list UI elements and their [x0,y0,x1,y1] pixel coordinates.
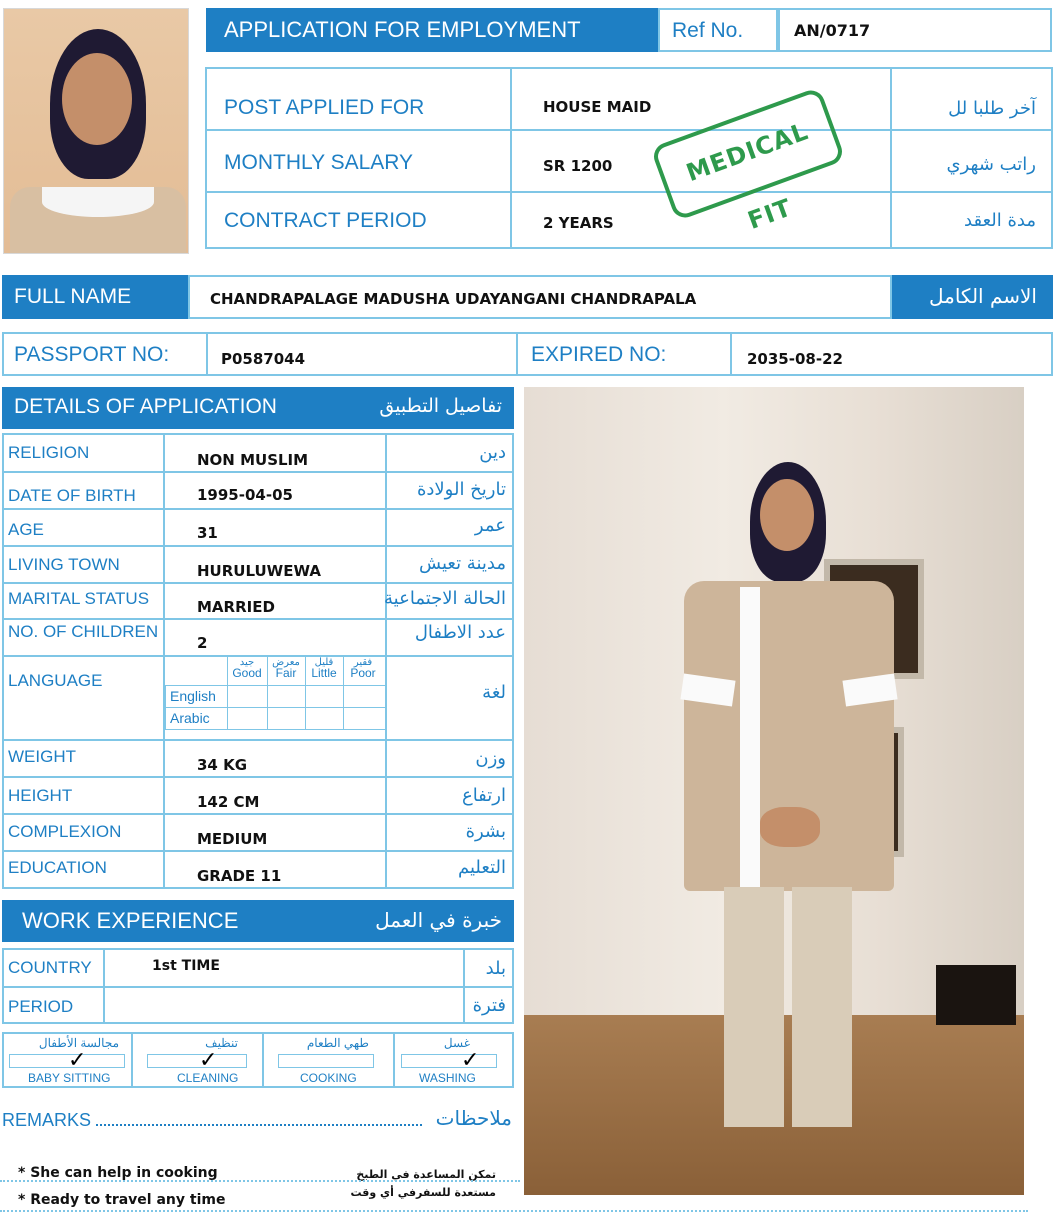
level-poor: فقير Poor [350,657,376,680]
applicant-full-body-photo [524,387,1024,1195]
full-name-value: CHANDRAPALAGE MADUSHA UDAYANGANI CHANDRAPALA [210,290,697,308]
level-fair: معرض Fair [272,657,300,680]
religion-arabic: دين [479,442,506,463]
religion-value: NON MUSLIM [197,451,309,469]
details-header [2,387,514,429]
living-town-arabic: مدينة تعيش [419,553,506,574]
full-name-arabic: الاسم الكامل [928,284,1037,308]
language-label: LANGUAGE [8,671,103,690]
passport-label: PASSPORT NO: [14,343,170,366]
height-label: HEIGHT [8,786,73,805]
remarks-label: REMARKS [2,1110,92,1130]
work-title: WORK EXPERIENCE [22,908,239,933]
country-arabic: بلد [485,958,506,979]
post-applied-label: POST APPLIED FOR [224,96,425,119]
children-arabic: عدد الاطفال [414,622,506,643]
work-header [2,900,514,942]
full-name-label-cell [2,275,188,319]
contract-period-arabic: مدة العقد [964,210,1036,231]
marital-status-value: MARRIED [197,598,275,616]
ref-label: Ref No. [672,19,744,42]
contract-period-label: CONTRACT PERIOD [224,209,427,232]
babysitting-check-icon: ✓ [68,1048,87,1073]
language-arabic-name: Arabic [170,710,210,726]
children-label: NO. OF CHILDREN [8,622,159,641]
education-value: GRADE 11 [197,867,282,885]
language-grid [165,657,385,739]
full-name-arabic-cell [892,275,1053,319]
medical-fit-stamp: MEDICAL FIT [650,87,846,222]
height-value: 142 CM [197,793,260,811]
contract-period-value: 2 YEARS [543,214,614,232]
language-english: English [170,688,216,704]
monthly-salary-label: MONTHLY SALARY [224,151,414,174]
ref-value-cell [778,8,1052,52]
weight-value: 34 KG [197,756,248,774]
expired-value: 2035-08-22 [747,350,843,368]
complexion-value: MEDIUM [197,830,268,848]
applicant-portrait-photo [3,8,189,254]
remarks-arabic: ملاحظات [435,1106,512,1130]
full-name-label: FULL NAME [14,285,132,308]
ref-value: AN/0717 [794,21,871,40]
language-arabic: لغة [482,682,506,703]
cleaning-check-icon: ✓ [199,1048,218,1073]
remark-2-arabic: مستعدة للسفرفي أي وقت [350,1186,496,1199]
dob-label: DATE OF BIRTH [8,486,136,505]
monthly-salary-arabic: راتب شهري [946,154,1036,175]
skill-washing: غسل ✓ WASHING [397,1034,512,1086]
age-label: AGE [8,520,44,539]
period-label: PERIOD [8,997,74,1016]
complexion-label: COMPLEXION [8,822,122,841]
skill-babysitting: مجالسة الأطفال ✓ BABY SITTING [4,1034,131,1086]
post-applied-arabic: آخر طلبا لل [948,98,1036,119]
details-title: DETAILS OF APPLICATION [14,395,277,418]
remark-1-arabic: تمكن المساعدة في الطبخ [356,1168,496,1181]
education-arabic: التعليم [458,857,506,878]
level-good: جيد Good [232,657,262,680]
living-town-label: LIVING TOWN [8,555,120,574]
form-title-bar [206,8,658,52]
religion-label: RELIGION [8,443,90,462]
form-title: APPLICATION FOR EMPLOYMENT [224,17,581,42]
education-label: EDUCATION [8,858,107,877]
expired-label: EXPIRED NO: [531,343,667,366]
dob-arabic: تاريخ الولادة [416,479,506,500]
country-value: 1st TIME [152,958,220,974]
age-arabic: عمر [474,515,506,536]
ref-label-cell [658,8,778,52]
period-arabic: فترة [472,995,506,1016]
remark-2: * Ready to travel any time [18,1192,226,1208]
children-value: 2 [197,634,208,652]
washing-check-icon: ✓ [461,1048,480,1073]
complexion-arabic: بشرة [465,821,506,842]
marital-status-arabic: الحالة الاجتماعية [384,588,506,609]
passport-value: P0587044 [221,350,306,368]
height-arabic: ارتفاع [461,785,506,806]
living-town-value: HURULUWEWA [197,562,321,580]
weight-arabic: وزن [475,748,506,769]
post-applied-value: HOUSE MAID [543,98,652,116]
skill-cooking: طهي الطعام COOKING [266,1034,393,1086]
work-title-arabic: خبرة في العمل [375,908,502,932]
level-little: قليل Little [311,657,337,680]
dob-value: 1995-04-05 [197,486,293,504]
age-value: 31 [197,524,218,542]
remark-1: * She can help in cooking [18,1165,218,1181]
country-label: COUNTRY [8,958,92,977]
skill-cleaning: تنظيف ✓ CLEANING [135,1034,262,1086]
details-title-arabic: تفاصيل التطبيق [379,395,502,417]
monthly-salary-value: SR 1200 [543,157,613,175]
full-name-value-cell [188,275,892,319]
marital-status-label: MARITAL STATUS [8,589,150,608]
weight-label: WEIGHT [8,747,76,766]
